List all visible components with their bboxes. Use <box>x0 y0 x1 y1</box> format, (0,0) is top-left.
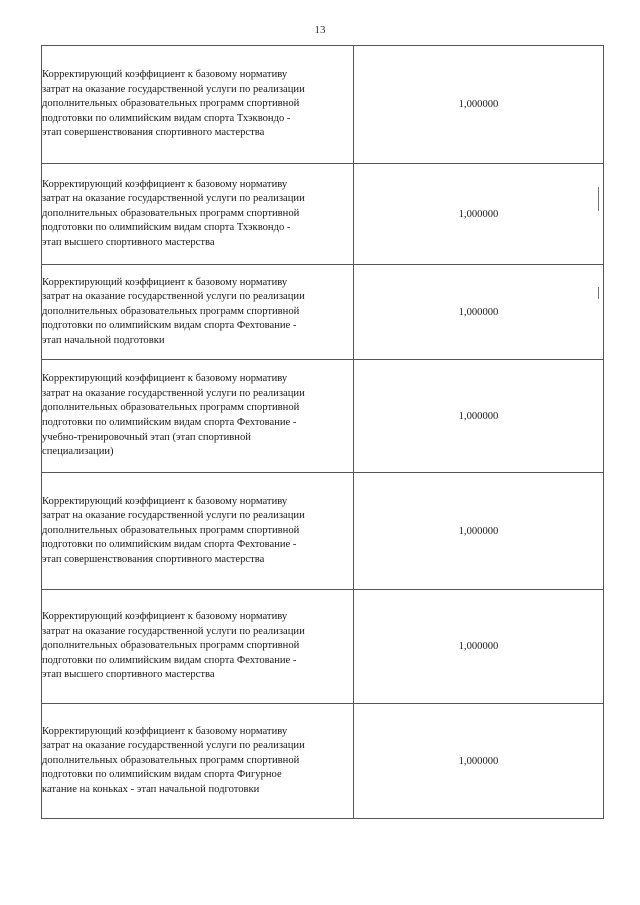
table-row <box>42 360 604 473</box>
coefficient-description-cell <box>42 360 354 473</box>
coefficient-description: Корректирующий коэффициент к базовому нормативу затрат на оказание государственной услуги по реализации дополнительных образовательных программ спортивной подготовки по олимпийским видам спорта Фехтование - этап начальной подготовки <box>42 276 305 346</box>
coefficient-value: 1,000000 <box>458 410 499 422</box>
coefficient-description-cell <box>42 473 354 590</box>
coefficient-value-cell <box>354 265 604 360</box>
coefficient-value: 1,000000 <box>458 755 499 767</box>
coefficient-value: 1,000000 <box>458 525 499 537</box>
coefficient-value-cell <box>354 164 604 265</box>
coefficient-description: Корректирующий коэффициент к базовому нормативу затрат на оказание государственной услуги по реализации дополнительных образовательных программ спортивной подготовки по олимпийским видам спорта Фехтование - учебно-тренировочный этап (этап спортивной специализации) <box>42 373 305 458</box>
coefficient-description: Корректирующий коэффициент к базовому нормативу затрат на оказание государственной услуги по реализации дополнительных образовательных программ спортивной подготовки по олимпийским видам спорта Фехтование - этап совершенствования спортивного мастерства <box>42 495 305 565</box>
coefficient-value: 1,000000 <box>458 99 499 110</box>
table-row <box>42 164 604 265</box>
table-row <box>42 46 604 164</box>
table-row <box>42 265 604 360</box>
coefficient-value-cell <box>354 704 604 819</box>
coefficient-description-cell <box>42 164 354 265</box>
coefficient-value-cell <box>354 473 604 590</box>
coefficient-description: Корректирующий коэффициент к базовому нормативу затрат на оказание государственной услуги по реализации дополнительных образовательных программ спортивной подготовки по олимпийским видам спорта Фигурное катание на коньках - этап начальной подготовки <box>42 725 305 795</box>
coefficient-description-cell <box>42 704 354 819</box>
coefficient-description: Корректирующий коэффициент к базовому нормативу затрат на оказание государственной услуги по реализации дополнительных образовательных программ спортивной подготовки по олимпийским видам спорта Тхэквондо - этап высшего спортивного мастерства <box>42 178 305 248</box>
page-number: 13 <box>314 24 326 36</box>
coefficient-value: 1,000000 <box>458 306 499 318</box>
coefficient-description: Корректирующий коэффициент к базовому нормативу затрат на оказание государственной услуги по реализации дополнительных образовательных программ спортивной подготовки по олимпийским видам спорта Тхэквондо - этап совершенствования спортивного мастерства <box>42 69 305 139</box>
coefficient-description: Корректирующий коэффициент к базовому нормативу затрат на оказание государственной услуги по реализации дополнительных образовательных программ спортивной подготовки по олимпийским видам спорта Фехтование - этап высшего спортивного мастерства <box>42 611 305 681</box>
table-row <box>42 704 604 819</box>
table-row <box>42 590 604 704</box>
coefficient-value-cell <box>354 46 604 164</box>
scan-edge-mark <box>598 187 599 211</box>
coefficient-value-cell <box>354 590 604 704</box>
coefficient-table <box>41 45 604 819</box>
coefficient-description-cell <box>42 590 354 704</box>
coefficient-value: 1,000000 <box>458 641 499 652</box>
coefficient-description-cell <box>42 265 354 360</box>
table-row <box>42 473 604 590</box>
coefficient-value-cell <box>354 360 604 473</box>
scan-edge-mark <box>598 287 599 299</box>
coefficient-value: 1,000000 <box>458 208 499 220</box>
coefficient-description-cell <box>42 46 354 164</box>
